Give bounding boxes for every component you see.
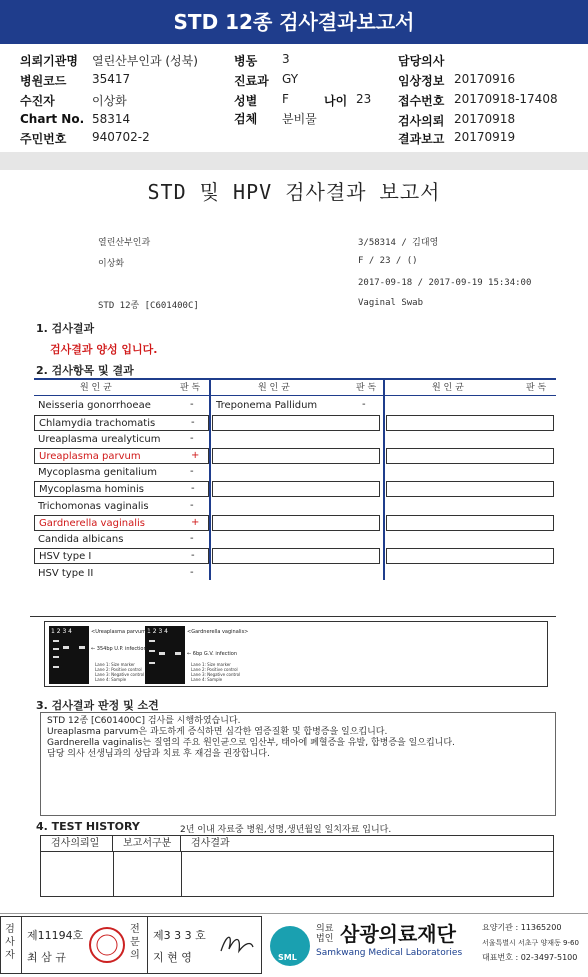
seal-stamp: [87, 925, 127, 965]
resident-label: 주민번호: [20, 132, 67, 146]
patient-label: 수진자: [20, 94, 55, 108]
chart-label: Chart No.: [20, 112, 85, 126]
doc-chart-doctor: 3/58314 / 김대영: [358, 238, 439, 248]
specialist-license: 제3 3 3 호: [153, 929, 206, 942]
resident-value: 940702-2: [92, 130, 150, 144]
history-col-request-date: 검사의뢰일: [41, 836, 113, 852]
ward-label: 병동: [234, 54, 258, 68]
gel-legend-item: Lane 4: Sample: [95, 677, 127, 682]
col-head-1: [34, 380, 209, 394]
section-2-title: 2. 검사항목 및 결과: [36, 364, 134, 377]
doctor-label: 담당의사: [398, 54, 445, 68]
col-head-organism-3: 원 인 균: [432, 383, 464, 393]
clinical-label: 임상정보: [398, 74, 445, 88]
empty-result-box: [212, 515, 380, 531]
comment-line: 담당 의사 선생님과의 상담과 치료 후 재검을 권장합니다.: [47, 749, 270, 759]
doc-specimen: Vaginal Swab: [358, 298, 424, 308]
request-value: 20170918: [454, 112, 516, 126]
receipt-label: 접수번호: [398, 94, 445, 108]
history-table: [40, 835, 554, 897]
dept-label: 진료과: [234, 74, 269, 88]
empty-result-box: [212, 448, 380, 464]
col-head-organism: 원 인 균: [80, 383, 112, 393]
result-row: Candida albicans -: [38, 533, 194, 545]
patient-value: 이상화: [92, 94, 127, 108]
ward-value: 3: [282, 52, 290, 66]
sml-logo-icon: [268, 922, 312, 970]
report-label: 결과보고: [398, 132, 445, 146]
sex-value: F: [282, 92, 289, 106]
address: 서울특별시 서초구 양재동 9-60: [482, 939, 579, 947]
result-row: Mycoplasma hominis -: [34, 481, 209, 497]
table-header-rule: [34, 395, 556, 396]
positive-result-text: 검사결과 양성 입니다.: [50, 343, 158, 356]
clinical-value: 20170916: [454, 72, 516, 86]
col-head-organism-2: 원 인 균: [258, 383, 290, 393]
receipt-value: 20170918-17408: [454, 92, 558, 106]
col-head-2: [212, 380, 384, 394]
tester-label: 검사자: [5, 924, 15, 961]
phone: 대표번호 : 02-3497-5100: [482, 953, 578, 962]
gel-legend-item: Lane 3: Negative control: [191, 672, 241, 677]
specialist-name: 지 현 영: [153, 951, 192, 964]
col-head-result-3: 판 독: [526, 383, 547, 393]
results-table: [34, 378, 556, 582]
tester-license: 제11194호: [27, 929, 84, 942]
gel-right-label: ← 6bp G.V. infection: [187, 651, 238, 657]
gel-legend-item: Lane 3: Negative control: [95, 672, 145, 677]
result-row: Mycoplasma genitalium -: [38, 466, 194, 478]
gel-electrophoresis-image: [44, 621, 548, 687]
hospital-code-label: 병원코드: [20, 74, 67, 88]
empty-result-box: [212, 548, 380, 564]
gel-legend-item: Lane 2: Positive control: [95, 667, 142, 672]
sex-label: 성별: [234, 94, 258, 108]
gel-legend-item: Lane 1: Size marker: [191, 662, 231, 667]
comment-line: Gardnerella vaginalis는 질염의 주요 원인균으로 임산부, 태아에 폐혈증을 유발, 합병증을 일으킵니다.: [47, 738, 455, 748]
result-row-positive: Gardnerella vaginalis +: [34, 515, 209, 531]
dept-value: GY: [282, 72, 299, 86]
result-row: HSV type I -: [34, 548, 209, 564]
svg-text:SML: SML: [278, 953, 297, 962]
rule: [30, 616, 556, 617]
report-footer: [0, 913, 588, 977]
section-3-title: 3. 검사결과 판정 및 소견: [36, 699, 159, 712]
age-value: 23: [356, 92, 372, 106]
comment-line: STD 12종 [C601400C] 검사를 시행하였습니다.: [47, 716, 241, 726]
section-1-title: 1. 검사결과: [36, 322, 95, 335]
doc-dates: 2017-09-18 / 2017-09-19 15:34:00: [358, 278, 532, 288]
report-header: STD 12종 검사결과보고서: [0, 0, 588, 44]
history-col-result: 검사결과: [181, 836, 553, 852]
section-divider: [0, 152, 588, 170]
doc-sex-age: F / 23 / (): [358, 256, 418, 266]
org-type: 의료법인: [316, 924, 334, 944]
hospital-code-value: 35417: [92, 72, 131, 86]
col-head-result-2: 판 독: [356, 383, 377, 393]
gel-lane-numbers-left: 1 2 3 4: [51, 628, 72, 635]
gel-legend-item: Lane 1: Size marker: [95, 662, 135, 667]
gel-left-title: <Ureaplasma parvum>: [91, 629, 151, 635]
doc-test-code: STD 12종 [C601400C]: [98, 301, 199, 311]
request-label: 검사의뢰: [398, 114, 445, 128]
result-row-positive: Ureaplasma parvum +: [34, 448, 209, 464]
document-title: STD 및 HPV 검사결과 보고서: [147, 180, 441, 204]
empty-result-box: [212, 415, 380, 431]
gel-lane-numbers-right: 1 2 3 4: [147, 628, 168, 635]
result-row: Trichomonas vaginalis -: [38, 500, 194, 512]
chart-value: 58314: [92, 112, 131, 126]
institution-code: 요양기관 : 11365200: [482, 923, 562, 932]
column-divider: [209, 380, 211, 580]
gel-legend-item: Lane 2: Positive control: [191, 667, 238, 672]
result-row: Ureaplasma urealyticum -: [38, 433, 194, 445]
gel-image: [45, 622, 549, 688]
interpretation-comment: [40, 712, 556, 816]
section-4-title: 4. TEST HISTORY: [36, 820, 140, 833]
org-english-name: Samkwang Medical Laboratories: [316, 948, 463, 958]
signature-box: [0, 916, 262, 974]
col-head-result: 판 독: [180, 383, 201, 393]
gel-left-label: ← 354bp U.P. infection: [91, 646, 147, 652]
result-row: HSV type II -: [38, 567, 194, 579]
history-col-report-type: 보고서구분: [113, 836, 181, 852]
doc-clinic: 열린산부인과: [98, 238, 151, 248]
specialist-label: 전문의: [130, 924, 140, 961]
org-name: 삼광의료재단: [340, 922, 456, 946]
institution-value: 열린산부인과 (성북): [92, 54, 198, 68]
column-divider: [383, 380, 385, 580]
result-row-col2: Treponema Pallidum -: [216, 399, 366, 411]
col-head-3: [386, 380, 556, 394]
empty-result-box: [212, 481, 380, 497]
specimen-label: 검체: [234, 112, 258, 126]
empty-result-box: [386, 515, 554, 531]
doc-patient: 이상화: [98, 259, 125, 269]
report-value: 20170919: [454, 130, 516, 144]
specimen-value: 분비물: [282, 112, 317, 126]
history-note: 2년 이내 자료중 병원,성명,생년월일 일치자료 입니다.: [180, 825, 392, 835]
empty-result-box: [386, 481, 554, 497]
gel-legend-item: Lane 4: Sample: [191, 677, 223, 682]
tester-name: 최 삼 규: [27, 951, 66, 964]
institution-label: 의뢰기관명: [20, 54, 78, 68]
comment-line: Ureaplasma parvum은 과도하게 증식하면 심각한 염증질환 및 합병증을 일으킵니다.: [47, 727, 388, 737]
age-label: 나이: [324, 94, 348, 108]
gel-right-title: <Gardnerella vaginalis>: [187, 629, 249, 635]
signature-icon: [217, 929, 257, 959]
result-row: Neisseria gonorrhoeae -: [38, 399, 194, 411]
result-row: Chlamydia trachomatis -: [34, 415, 209, 431]
empty-result-box: [386, 415, 554, 431]
empty-result-box: [386, 448, 554, 464]
empty-result-box: [386, 548, 554, 564]
